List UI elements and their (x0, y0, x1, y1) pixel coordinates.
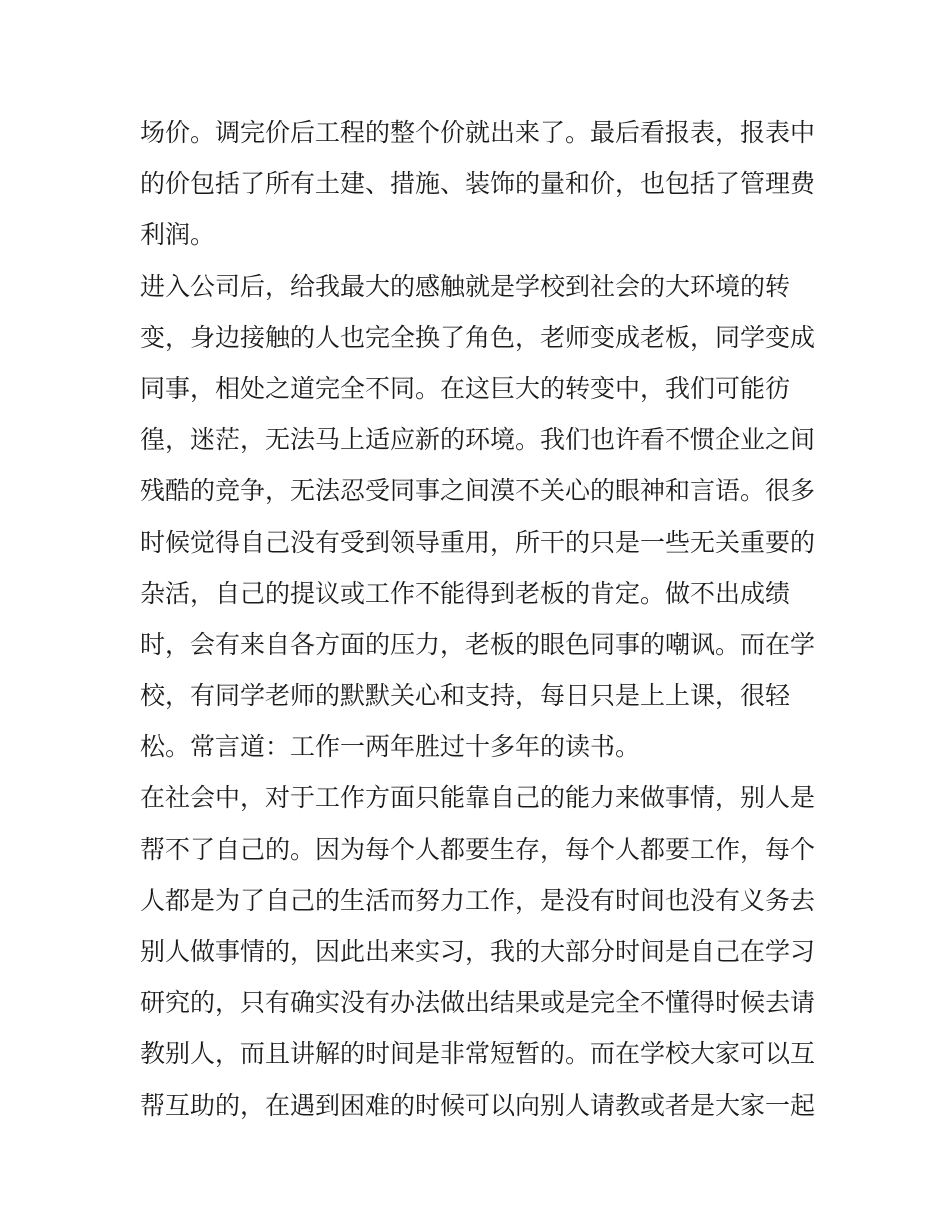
text-line: 松。常言道：工作一两年胜过十多年的读书。 (140, 732, 641, 762)
text-line: 同事，相处之道完全不同。在这巨大的转变中，我们可能彷 (140, 373, 791, 403)
text-line: 场价。调完价后工程的整个价就出来了。最后看报表，报表中 (140, 118, 816, 147)
text-line: 利润。 (140, 220, 216, 250)
text-line: 帮不了自己的。因为每个人都要生存，每个人都要工作，每个 (140, 834, 816, 864)
text-line: 变，身边接触的人也完全换了角色，老师变成老板，同学变成 (140, 322, 816, 352)
text-line: 杂活，自己的提议或工作不能得到老板的肯定。做不出成绩 (140, 578, 791, 608)
text-line: 教别人，而且讲解的时间是非常短暂的。而在学校大家可以互 (140, 1039, 816, 1069)
text-line: 校，有同学老师的默默关心和支持，每日只是上上课，很轻 (140, 681, 791, 711)
document-body (140, 107, 820, 1131)
text-line: 帮互助的，在遇到困难的时候可以向别人请教或者是大家一起 (140, 1090, 816, 1120)
text-line: 残酷的竞争，无法忍受同事之间漠不关心的眼神和言语。很多 (140, 476, 816, 506)
text-line: 研究的，只有确实没有办法做出结果或是完全不懂得时候去请 (140, 988, 816, 1018)
text-line: 人都是为了自己的生活而努力工作，是没有时间也没有义务去 (140, 885, 816, 915)
text-line: 时，会有来自各方面的压力，老板的眼色同事的嘲讽。而在学 (140, 629, 816, 659)
text-line: 徨，迷茫，无法马上适应新的环境。我们也许看不惯企业之间 (140, 425, 816, 455)
text-line: 别人做事情的，因此出来实习，我的大部分时间是自己在学习 (140, 937, 816, 966)
text-line: 时候觉得自己没有受到领导重用，所干的只是一些无关重要的 (140, 527, 816, 557)
text-line: 的价包括了所有土建、措施、装饰的量和价，也包括了管理费 (140, 169, 816, 199)
text-line: 进入公司后，给我最大的感触就是学校到社会的大环境的转 (140, 271, 791, 301)
text-line: 在社会中，对于工作方面只能靠自己的能力来做事情，别人是 (140, 783, 816, 813)
